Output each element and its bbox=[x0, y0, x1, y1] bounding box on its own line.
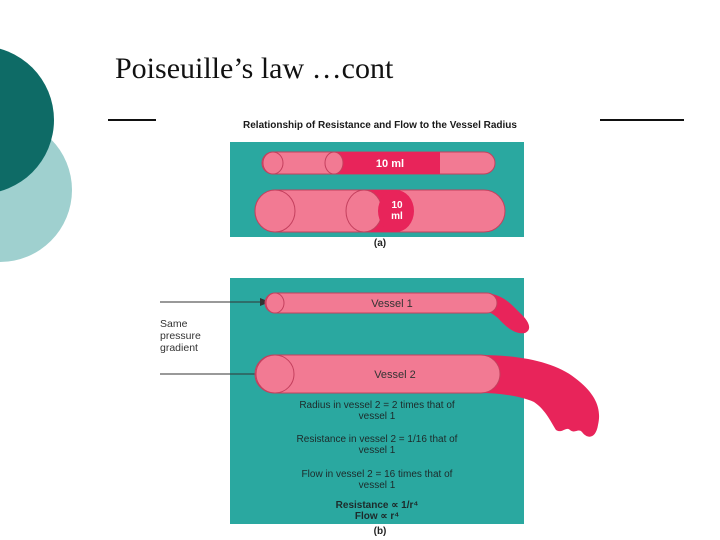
pressure-label-line-2: pressure bbox=[160, 330, 201, 342]
large-vessel-volume-label-1: 10 bbox=[391, 200, 403, 211]
formulas bbox=[232, 500, 522, 522]
radius-line-1: Radius in vessel 2 = 2 times that of bbox=[299, 400, 455, 411]
formula-flow: Flow ∝ r⁴ bbox=[354, 511, 400, 522]
resistance-line-1: Resistance in vessel 2 = 1/16 that of bbox=[296, 434, 458, 445]
resistance-line-2: vessel 1 bbox=[358, 445, 396, 456]
pressure-label-line-1: Same bbox=[160, 318, 188, 330]
panel-a-caption: (a) bbox=[373, 238, 387, 249]
vessel-1-label: Vessel 1 bbox=[371, 298, 413, 310]
panel-b-caption: (b) bbox=[373, 526, 387, 537]
formula-resistance: Resistance ∝ 1/r⁴ bbox=[335, 500, 419, 511]
pressure-gradient-label bbox=[160, 318, 201, 354]
vessel-2-label: Vessel 2 bbox=[374, 369, 416, 381]
radius-statement bbox=[232, 400, 522, 422]
resistance-statement bbox=[232, 434, 522, 456]
radius-line-2: vessel 1 bbox=[358, 411, 396, 422]
large-vessel-volume-label-2: ml bbox=[391, 211, 403, 222]
vessel-2-end bbox=[256, 355, 294, 393]
flow-line-2: vessel 1 bbox=[358, 480, 396, 491]
flow-statement bbox=[232, 469, 522, 491]
flow-line-1: Flow in vessel 2 = 16 times that of bbox=[301, 469, 453, 480]
slide-title: Poiseuille’s law …cont bbox=[115, 52, 394, 85]
vessel-1-end bbox=[266, 293, 284, 313]
figure-title: Relationship of Resistance and Flow to the Vessel Radius bbox=[243, 120, 517, 131]
small-vessel-volume-label: 10 ml bbox=[375, 158, 405, 170]
pressure-label-line-3: gradient bbox=[160, 342, 198, 354]
